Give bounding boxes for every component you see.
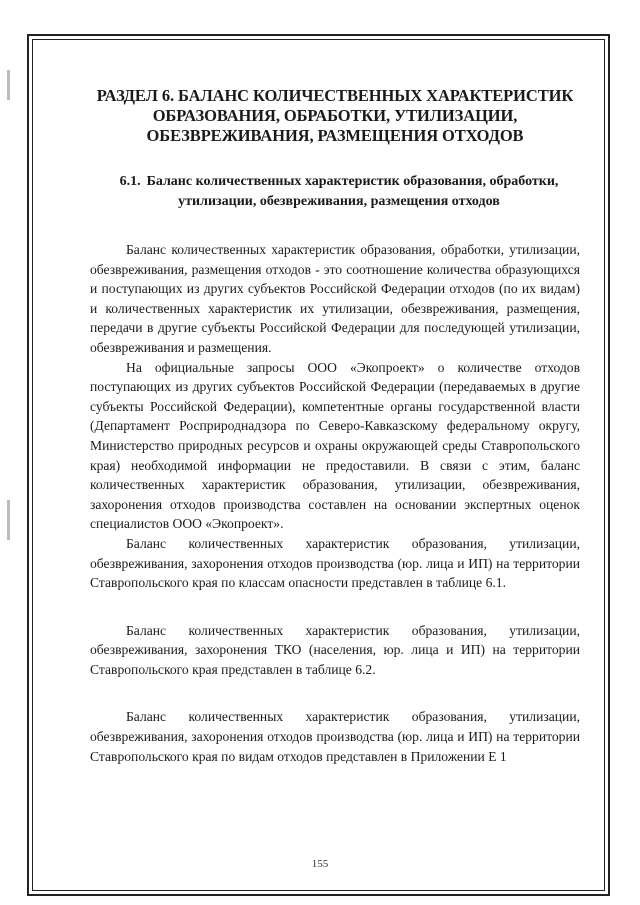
page-content [90, 86, 580, 766]
page-number: 155 [311, 858, 329, 870]
paragraph: Баланс количественных характеристик образования, утилизации, обезвреживания, захоронения отходов производства (юр. лица и ИП) на территории Ставропольского края по видам отходов представлен в Приложении Е 1 [90, 709, 580, 764]
paragraph: Баланс количественных характеристик образования, утилизации, обезвреживания, захоронения ТКО (населения, юр. лица и ИП) на территории Ставропольского края представлен в таблице 6.2. [90, 622, 580, 677]
paragraph: На официальные запросы ООО «Экопроект» о количестве отходов поступающих из других субъектов Российской Федерации (передаваемых в другие субъекты Российской Федерации), компетентные органы государственной власти (Департамент Росприроднадзора по Северо-Кавказскому федеральному округу, Министерство природных ресурсов и охраны окружающей среды Ставропольского края) необходимой информации не предоставили. В связи с этим, баланс количественных характеристик образования, утилизации, обезвреживания, захоронения отходов производства составлен на основании экспертных оценок специалистов ООО «Экопроект». [90, 359, 580, 532]
subsection-title-text: Баланс количественных характеристик образования, обработки, утилизации, обезвреживания, размещения отходов [146, 174, 559, 209]
paragraph: Баланс количественных характеристик образования, утилизации, обезвреживания, захоронения отходов производства (юр. лица и ИП) на территории Ставропольского края по классам опасности представлен в таблице 6.1. [90, 535, 580, 591]
scan-edge-mark [7, 500, 10, 540]
scan-edge-mark [7, 70, 10, 100]
section-title: РАЗДЕЛ 6. БАЛАНС КОЛИЧЕСТВЕННЫХ ХАРАКТЕРИСТИК ОБРАЗОВАНИЯ, ОБРАБОТКИ, УТИЛИЗАЦИИ, ОБЕЗВРЕЖИВАНИЯ, РАЗМЕЩЕНИЯ ОТХОДОВ [96, 86, 574, 145]
subsection-number: 6.1. [119, 174, 141, 189]
subsection-title [90, 172, 580, 212]
body-text [90, 240, 580, 766]
paragraph: Баланс количественных характеристик образования, обработки, утилизации, обезвреживания, размещения отходов - это соотношение количества образующихся и поступающих из других субъектов Российской Федерации отходов (по их видам) и количественных характеристик их утилизации, обезвреживания, размещения, передачи в другие субъекты Российской Федерации для последующей утилизации, обезвреживания и размещения. [90, 242, 580, 355]
